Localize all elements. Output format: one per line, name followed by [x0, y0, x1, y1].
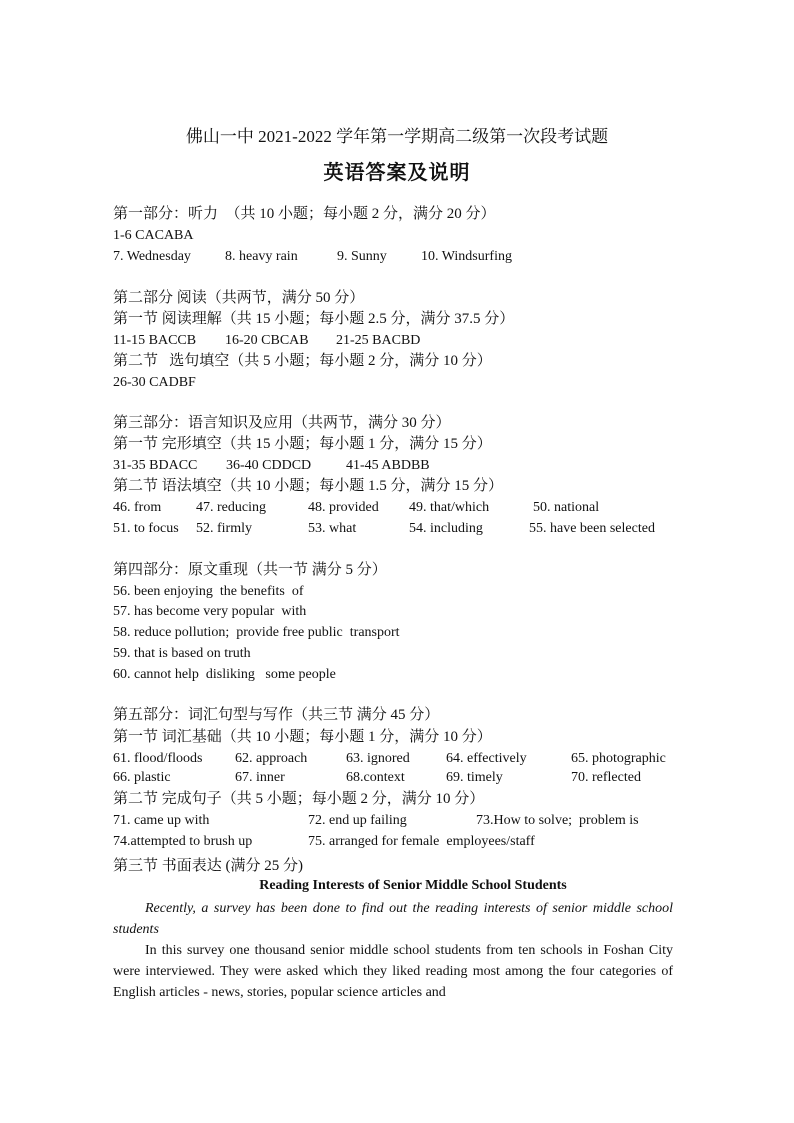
part1-answers: 1-6 CACABA: [113, 228, 194, 243]
answer-item: 66. plastic: [113, 770, 171, 785]
part2-heading: 第二部分 阅读（共两节，满分 50 分）: [113, 290, 365, 306]
part5-section1-heading: 第一节 词汇基础（共 10 小题；每小题 1 分，满分 10 分）: [113, 729, 492, 745]
answer-item: 68.context: [346, 770, 405, 785]
answer-item: 61. flood/floods: [113, 751, 203, 766]
answer-item: 63. ignored: [346, 751, 410, 766]
answer-item: 53. what: [308, 521, 357, 536]
answer-item: 75. arranged for female employees/staff: [308, 834, 535, 849]
part2-section2-answers: 26-30 CADBF: [113, 375, 196, 390]
answer-item: 59. that is based on truth: [113, 646, 251, 661]
essay-body: In this survey one thousand senior middle school students from ten schools in Foshan City were interviewed. They were asked which they liked reading most among the four categories of English articles - news, stories, popular science articles and: [113, 943, 673, 1000]
document-title: 佛山一中 2021-2022 学年第一学期高二级第一次段考试题: [185, 127, 609, 146]
answer-item: 54. including: [409, 521, 483, 536]
answer-item: 67. inner: [235, 770, 285, 785]
answer-item: 8. heavy rain: [225, 249, 298, 264]
answer-item: 62. approach: [235, 751, 308, 766]
part2-section2-heading: 第二节 选句填空（共 5 小题；每小题 2 分，满分 10 分）: [113, 353, 492, 369]
answer-item: 69. timely: [446, 770, 503, 785]
answer-item: 70. reflected: [571, 770, 641, 785]
answer-item: 51. to focus: [113, 521, 179, 536]
answer-item: 65. photographic: [571, 751, 666, 766]
answer-item: 57. has become very popular with: [113, 604, 307, 619]
part3-section1-heading: 第一节 完形填空（共 15 小题；每小题 1 分，满分 15 分）: [113, 436, 492, 452]
part5-section2-heading: 第二节 完成句子（共 5 小题；每小题 2 分，满分 10 分）: [113, 791, 485, 807]
essay-intro: Recently, a survey has been done to find out the reading interests of senior middle school students: [113, 901, 673, 937]
answer-item: 71. came up with: [113, 813, 210, 828]
answer-item: 16-20 CBCAB: [225, 333, 309, 348]
answer-item: 50. national: [533, 500, 600, 515]
answer-item: 9. Sunny: [337, 249, 387, 264]
answer-item: 73.How to solve; problem is: [476, 813, 639, 828]
part5-heading: 第五部分：词汇句型与写作（共三节 满分 45 分）: [113, 707, 440, 723]
document-subtitle: 英语答案及说明: [323, 162, 471, 184]
answer-item: 48. provided: [308, 500, 379, 515]
answer-item: 21-25 BACBD: [336, 333, 421, 348]
answer-item: 64. effectively: [446, 751, 527, 766]
answer-item: 47. reducing: [196, 500, 266, 515]
part2-section1-heading: 第一节 阅读理解（共 15 小题；每小题 2.5 分，满分 37.5 分）: [113, 311, 515, 327]
answer-item: 74.attempted to brush up: [113, 834, 253, 849]
answer-item: 7. Wednesday: [113, 249, 191, 264]
answer-item: 72. end up failing: [308, 813, 407, 828]
answer-item: 11-15 BACCB: [113, 333, 197, 348]
answer-item: 60. cannot help disliking some people: [113, 667, 336, 682]
part3-section2-heading: 第二节 语法填空（共 10 小题；每小题 1.5 分，满分 15 分）: [113, 478, 504, 494]
part3-heading: 第三部分：语言知识及应用（共两节，满分 30 分）: [113, 415, 451, 431]
part5-section3-heading: 第三节 书面表达 (满分 25 分): [113, 858, 303, 874]
answer-item: 41-45 ABDBB: [346, 458, 430, 473]
answer-item: 46. from: [113, 500, 162, 515]
essay-title: Reading Interests of Senior Middle School Students: [259, 878, 567, 893]
part4-heading: 第四部分：原文重现（共一节 满分 5 分）: [113, 562, 387, 578]
answer-item: 36-40 CDDCD: [226, 458, 312, 473]
answer-item: 58. reduce pollution; provide free public transport: [113, 625, 400, 640]
answer-item: 31-35 BDACC: [113, 458, 198, 473]
answer-item: 49. that/which: [409, 500, 490, 515]
answer-item: 10. Windsurfing: [421, 249, 512, 264]
part1-heading: 第一部分：听力 （共 10 小题；每小题 2 分，满分 20 分）: [113, 206, 496, 222]
answer-item: 55. have been selected: [529, 521, 655, 536]
answer-item: 56. been enjoying the benefits of: [113, 584, 304, 599]
answer-item: 52. firmly: [196, 521, 252, 536]
